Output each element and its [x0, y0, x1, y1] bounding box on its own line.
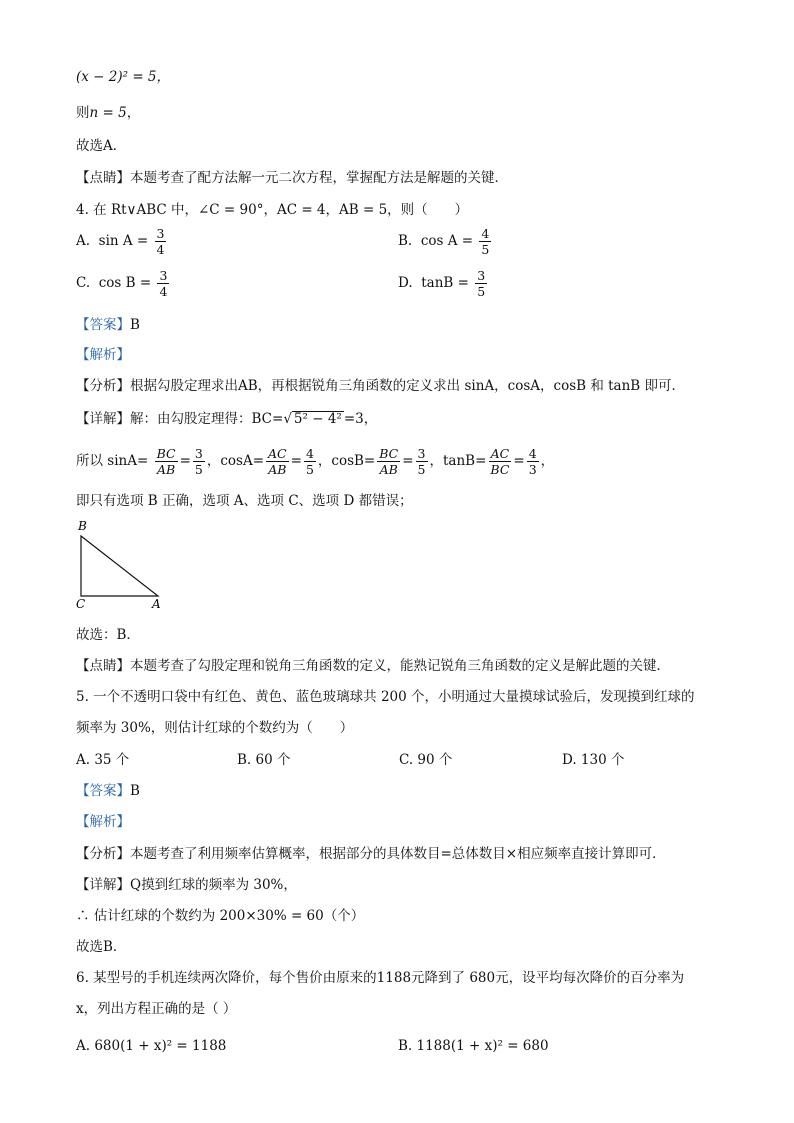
q5-stem-line1: 5. 一个不透明口袋中有红色、黄色、蓝色玻璃球共 200 个，小明通过大量摸球试验后，发现摸到红球的 — [76, 689, 695, 705]
q5-answer: 【答案】B — [76, 783, 140, 799]
q5-stem-line2: 频率为 30%，则估计红球的个数约为（ ） — [76, 720, 354, 736]
q4-conclusion: 即只有选项 B 正确，选项 A、选项 C、选项 D 都错误； — [76, 493, 413, 509]
vertex-label-c: C — [76, 597, 86, 611]
q4-option-c: C. cos B = $\frac{3}{4}$ — [76, 268, 168, 299]
q4-trig-values: 所以 sinA= $\frac{BC}{AB}$ = $\frac{3}{5}$ ，cosA= $\frac{AC}{AB}$ = $\frac{4}{5}$ ，cosB= $\frac{BC}{AB}$ = $\frac{3}{5}$ ，tanB= $\frac{AC}{BC}$ = $\frac{4}{3}$ ， — [76, 446, 555, 477]
q5-option-d: D. 130 个 — [562, 752, 625, 768]
q5-guxuan: 故选B． — [76, 939, 127, 955]
q4-dianjing: 【点睛】本题考查了勾股定理和锐角三角函数的定义，能熟记锐角三角函数的定义是解此题的关键． — [76, 658, 670, 674]
result-line: 则n = 5， — [76, 105, 141, 121]
q6-option-a: A. 680(1 + x)² = 1188 — [76, 1038, 227, 1054]
q4-jiexi: 【解析】 — [76, 347, 130, 363]
q4-guxuan: 故选：B． — [76, 627, 140, 643]
answer-choice-line: 故选A． — [76, 138, 127, 154]
q5-option-a: A. 35 个 — [76, 752, 130, 768]
q5-calculation: ∴ 估计红球的个数约为 200×30% = 60（个） — [76, 908, 365, 924]
q5-xiangjie: 【详解】Q摸到红球的频率为 30%， — [76, 877, 297, 893]
vertex-label-b: B — [78, 519, 87, 533]
q6-stem-line2: x，列出方程正确的是（ ） — [76, 1001, 237, 1017]
q5-option-c: C. 90 个 — [399, 752, 453, 768]
equation-line: (x − 2)² = 5， — [76, 69, 171, 85]
q4-option-b: B. cos A = $\frac{4}{5}$ — [398, 226, 490, 257]
q6-stem-line1: 6. 某型号的手机连续两次降价，每个售价由原来的1188元降到了 680元，设平均每次降价的百分率为 — [76, 970, 685, 986]
q4-stem: 4. 在 Rt∨ABC 中，∠C = 90°，AC = 4，AB = 5，则（ ） — [76, 202, 469, 218]
q6-option-b: B. 1188(1 + x)² = 680 — [398, 1038, 549, 1054]
q5-fenxi: 【分析】本题考查了利用频率估算概率，根据部分的具体数目=总体数目×相应频率直接计算即可． — [76, 846, 666, 862]
dianjing-line: 【点睛】本题考查了配方法解一元二次方程，掌握配方法是解题的关键． — [76, 170, 508, 186]
right-triangle-figure — [70, 516, 170, 612]
q4-answer: 【答案】B — [76, 317, 140, 333]
q4-option-a: A. sin A = $\frac{3}{4}$ — [76, 226, 165, 257]
q5-option-b: B. 60 个 — [237, 752, 291, 768]
triangle-shape — [81, 536, 158, 596]
q4-fenxi: 【分析】根据勾股定理求出AB，再根据锐角三角函数的定义求出 sinA，cosA，cosB 和 tanB 即可． — [76, 378, 686, 394]
q4-option-d: D. tanB = $\frac{3}{5}$ — [398, 268, 486, 299]
vertex-label-a: A — [152, 597, 161, 611]
q5-jiexi: 【解析】 — [76, 814, 130, 830]
q4-xiangjie: 【详解】解：由勾股定理得：BC=√ 5² − 4² =3， — [76, 411, 378, 427]
